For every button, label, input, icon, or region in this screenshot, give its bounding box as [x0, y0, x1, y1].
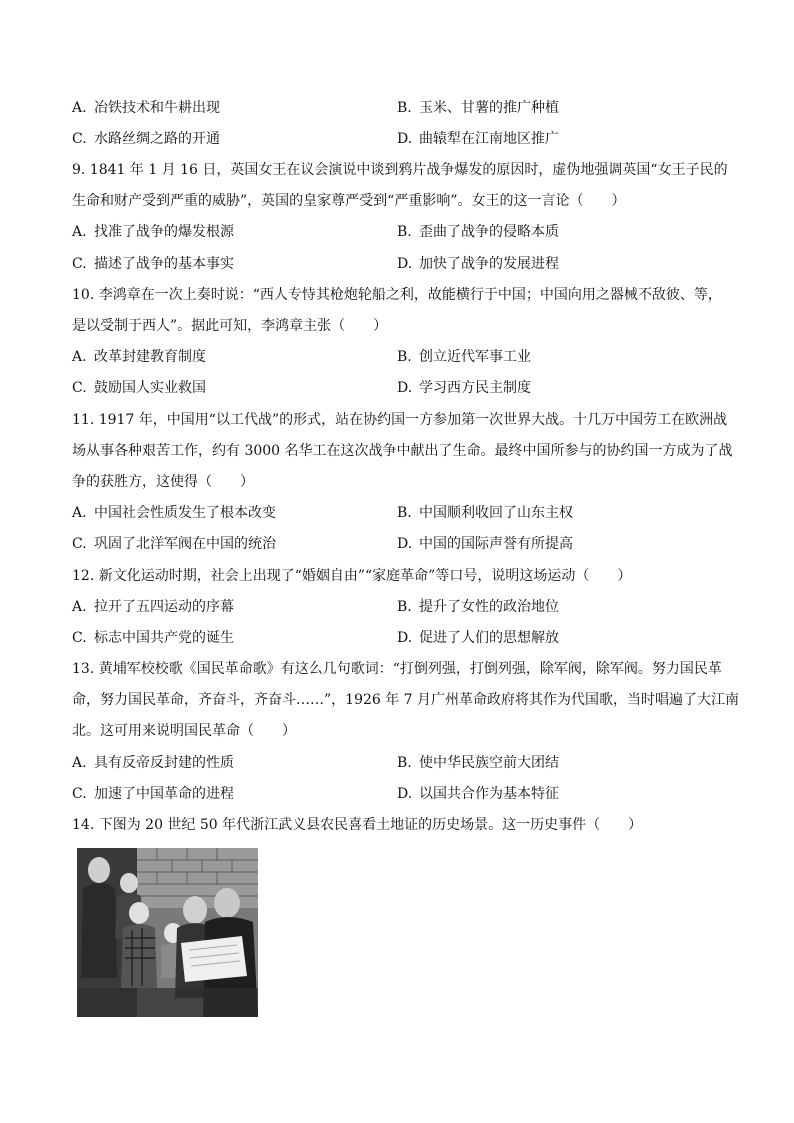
q10-stem-line-2: 是以受制于西人”。据此可知，李鸿章主张（ ）	[72, 318, 388, 334]
q11-stem-line-3: 争的获胜方，这使得（ ）	[72, 474, 254, 490]
q11-option-a[interactable]: A. 中国社会性质发生了根本改变	[72, 505, 276, 521]
q10-option-a[interactable]: A. 改革封建教育制度	[72, 349, 206, 365]
q14-stem-line-1: 14. 下图为 20 世纪 50 年代浙江武义县农民喜看土地证的历史场景。这一历史事件（ ）	[72, 817, 643, 833]
q11-stem-line-2: 场从事各种艰苦工作，约有 3000 名华工在这次战争中献出了生命。最终中国所参与的协约国一方成为了战	[72, 443, 733, 459]
q13-option-a[interactable]: A. 具有反帝反封建的性质	[72, 755, 234, 771]
q12-option-d[interactable]: D. 促进了人们的思想解放	[397, 630, 559, 646]
q9-option-b[interactable]: B. 歪曲了战争的侵略本质	[397, 224, 559, 240]
q11-stem-line-1: 11. 1917 年，中国用“以工代战”的形式，站在协约国一方参加第一次世界大战。十几万中国劳工在欧洲战	[72, 412, 728, 428]
q9-stem-line-2: 生命和财产受到严重的威胁”，英国的皇家尊严受到“严重影响”。女王的这一言论（ ）	[72, 193, 626, 209]
q9-option-a[interactable]: A. 找准了战争的爆发根源	[72, 224, 234, 240]
q13-option-d[interactable]: D. 以国共合作为基本特征	[397, 786, 559, 802]
q9-stem-line-1: 9. 1841 年 1 月 16 日，英国女王在议会演说中谈到鸦片战争爆发的原因时，虚伪地强调英国“女王子民的	[72, 162, 728, 178]
q8-option-c[interactable]: C. 水路丝绸之路的开通	[72, 131, 220, 147]
q13-stem-line-2: 命，努力国民革命，齐奋斗，齐奋斗……”，1926 年 7 月广州革命政府将其作为代国歌，当时唱遍了大江南	[72, 692, 740, 708]
q9-option-c[interactable]: C. 描述了战争的基本事实	[72, 256, 234, 272]
q8-option-b[interactable]: B. 玉米、甘薯的推广种植	[397, 100, 559, 116]
q10-option-b[interactable]: B. 创立近代军事工业	[397, 349, 531, 365]
q12-stem-line-1: 12. 新文化运动时期，社会上出现了“婚姻自由”“家庭革命”等口号，说明这场运动（ ）	[72, 568, 632, 584]
q13-option-b[interactable]: B. 使中华民族空前大团结	[397, 755, 559, 771]
q11-option-b[interactable]: B. 中国顺利收回了山东主权	[397, 505, 573, 521]
q8-option-d[interactable]: D. 曲辕犁在江南地区推广	[397, 131, 559, 147]
q13-stem-line-1: 13. 黄埔军校校歌《国民革命歌》有这么几句歌词：“打倒列强，打倒列强，除军阀，除军阀。努力国民革	[72, 661, 722, 677]
q9-option-d[interactable]: D. 加快了战争的发展进程	[397, 256, 559, 272]
q11-option-d[interactable]: D. 中国的国际声誉有所提高	[397, 536, 573, 552]
q12-option-a[interactable]: A. 拉开了五四运动的序幕	[72, 599, 234, 615]
q10-option-d[interactable]: D. 学习西方民主制度	[397, 380, 531, 396]
q12-option-c[interactable]: C. 标志中国共产党的诞生	[72, 630, 234, 646]
q10-option-c[interactable]: C. 鼓励国人实业救国	[72, 380, 206, 396]
q13-stem-line-3: 北。这可用来说明国民革命（ ）	[72, 723, 296, 739]
q10-stem-line-1: 10. 李鸿章在一次上奏时说：“西人专恃其枪炮轮船之利，故能横行于中国；中国向用之器械不敌彼、等，	[72, 287, 722, 303]
q13-option-c[interactable]: C. 加速了中国革命的进程	[72, 786, 234, 802]
q11-option-c[interactable]: C. 巩固了北洋军阀在中国的统治	[72, 536, 276, 552]
q8-option-a[interactable]: A. 冶铁技术和牛耕出现	[72, 100, 220, 116]
historical-photo	[77, 848, 258, 1017]
q12-option-b[interactable]: B. 提升了女性的政治地位	[397, 599, 559, 615]
